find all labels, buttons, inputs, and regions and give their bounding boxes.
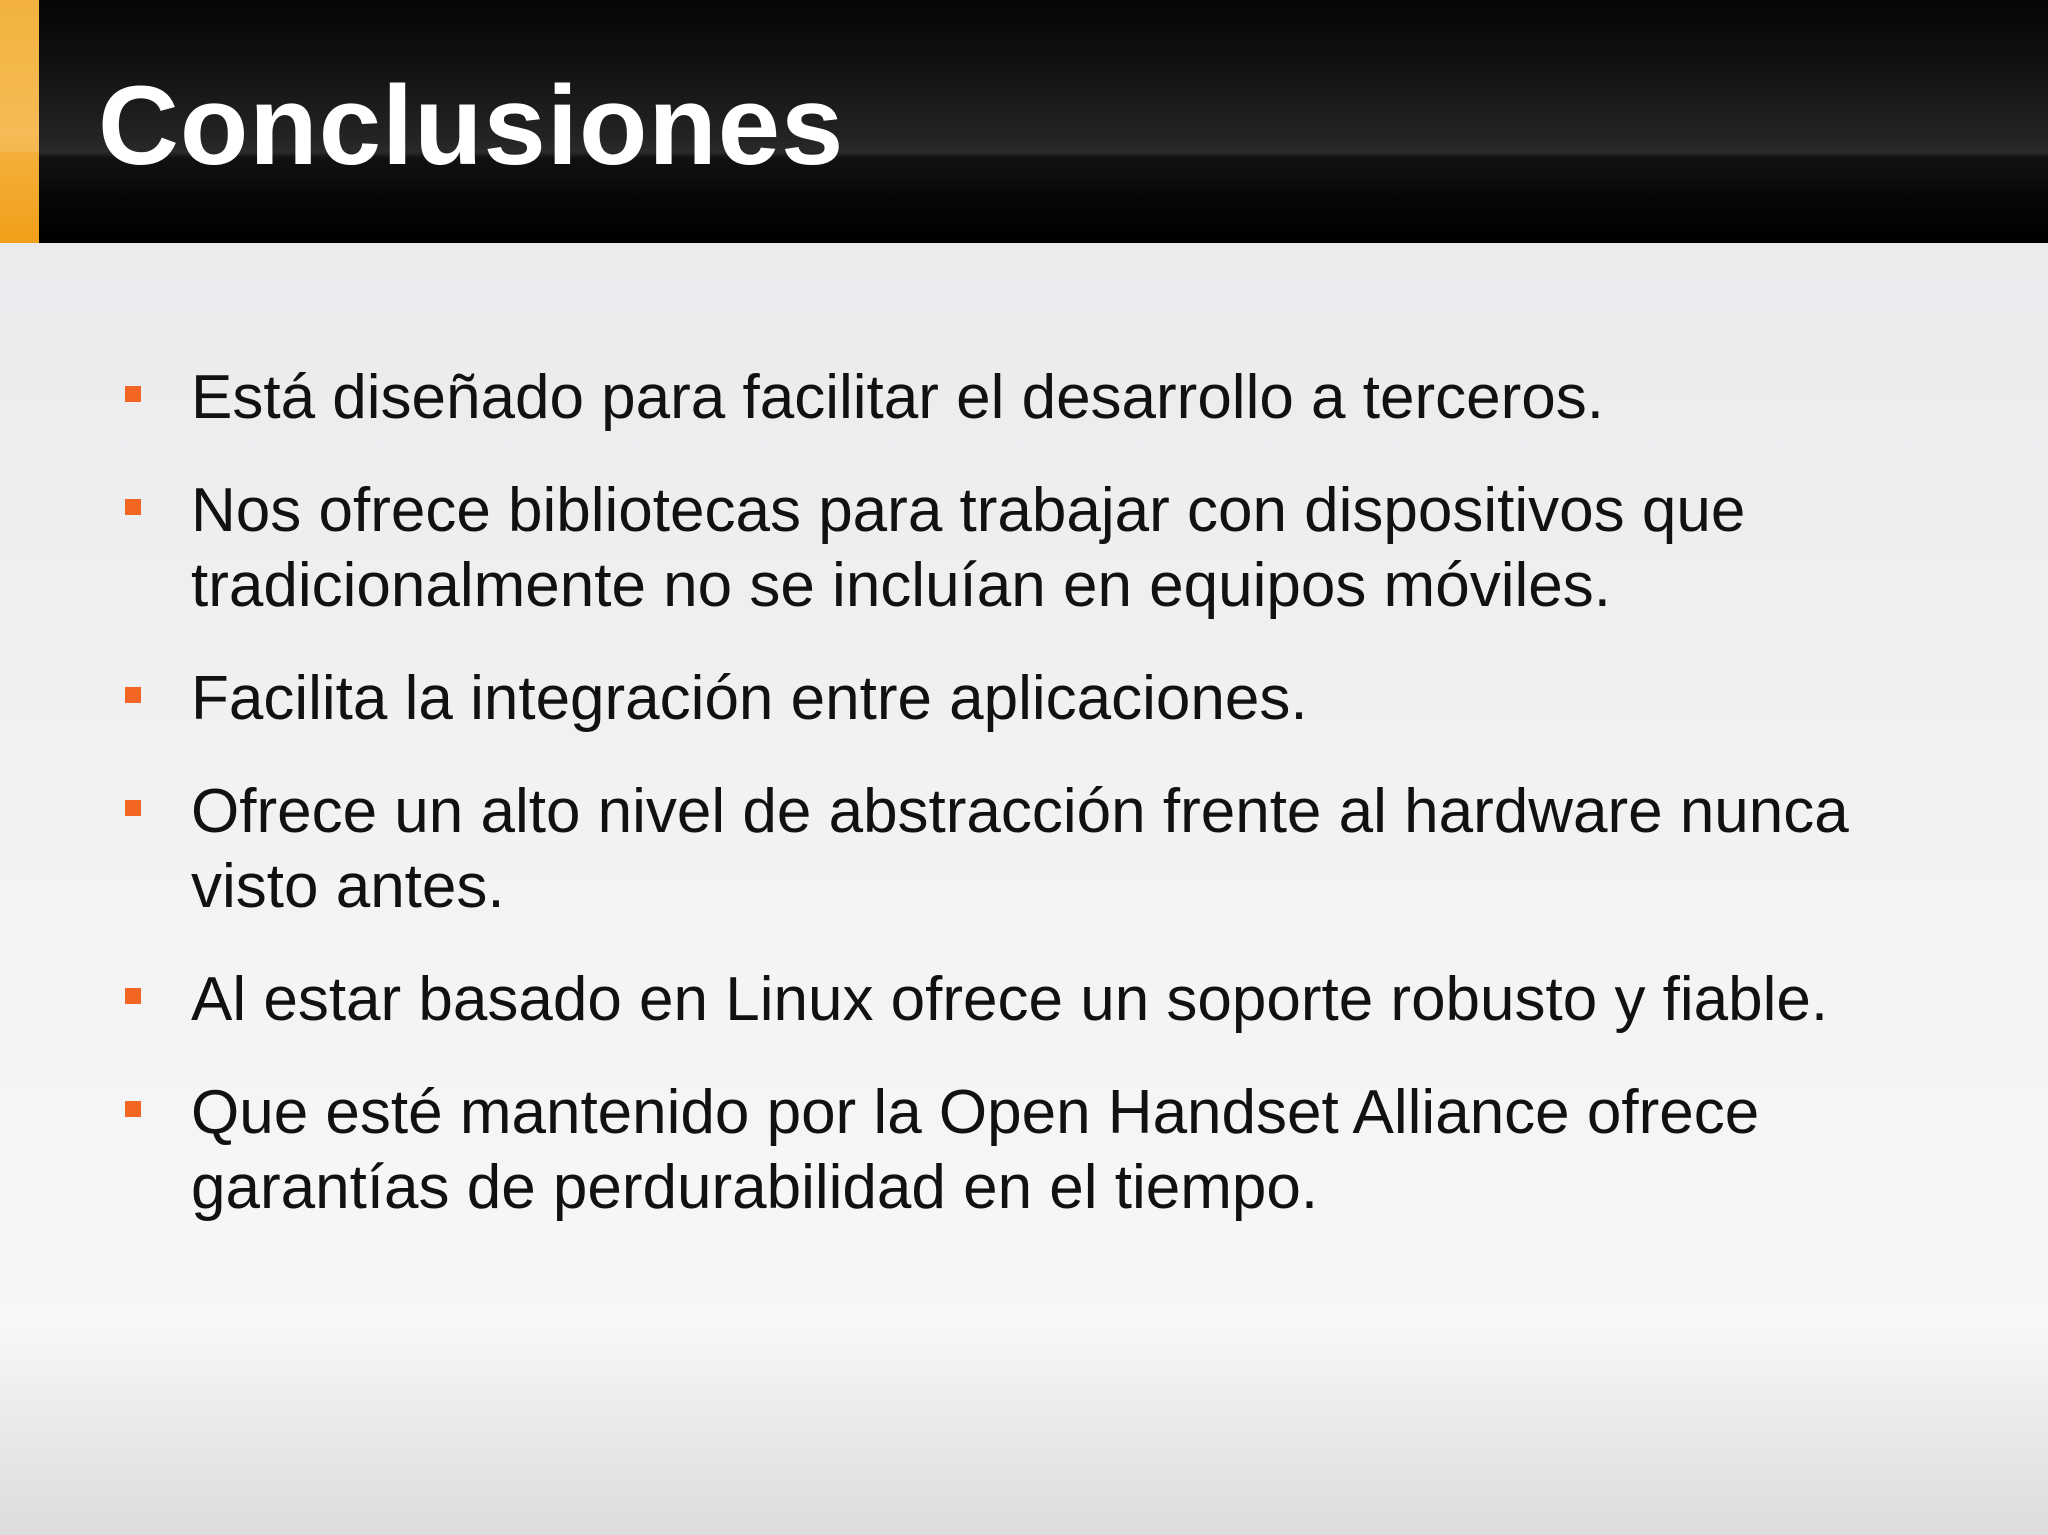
bullet-list [0,360,2048,1263]
bullet-item [0,360,2048,435]
bullet-text: Facilita la integración entre aplicaciones. [191,664,1308,733]
square-bullet-icon [125,800,141,816]
bullet-text: Nos ofrece bibliotecas para trabajar con dispositivos que tradicionalmente no se incluían en equipos móviles. [191,476,1746,620]
bullet-item [0,774,2048,924]
slide-header [0,0,2048,243]
bullet-item [0,1075,2048,1225]
slide-title: Conclusiones [98,63,845,188]
bullet-item [0,661,2048,736]
square-bullet-icon [125,687,141,703]
square-bullet-icon [125,499,141,515]
bullet-text: Ofrece un alto nivel de abstracción frente al hardware nunca visto antes. [191,777,1849,921]
bullet-text: Que esté mantenido por la Open Handset Alliance ofrece garantías de perdurabilidad en el tiempo. [191,1078,1760,1222]
bullet-text: Está diseñado para facilitar el desarrollo a terceros. [191,363,1604,432]
bullet-item [0,962,2048,1037]
accent-bar-highlight [0,0,39,152]
bullet-text: Al estar basado en Linux ofrece un soporte robusto y fiable. [191,965,1829,1034]
bullet-item [0,473,2048,623]
square-bullet-icon [125,1101,141,1117]
square-bullet-icon [125,988,141,1004]
square-bullet-icon [125,386,141,402]
